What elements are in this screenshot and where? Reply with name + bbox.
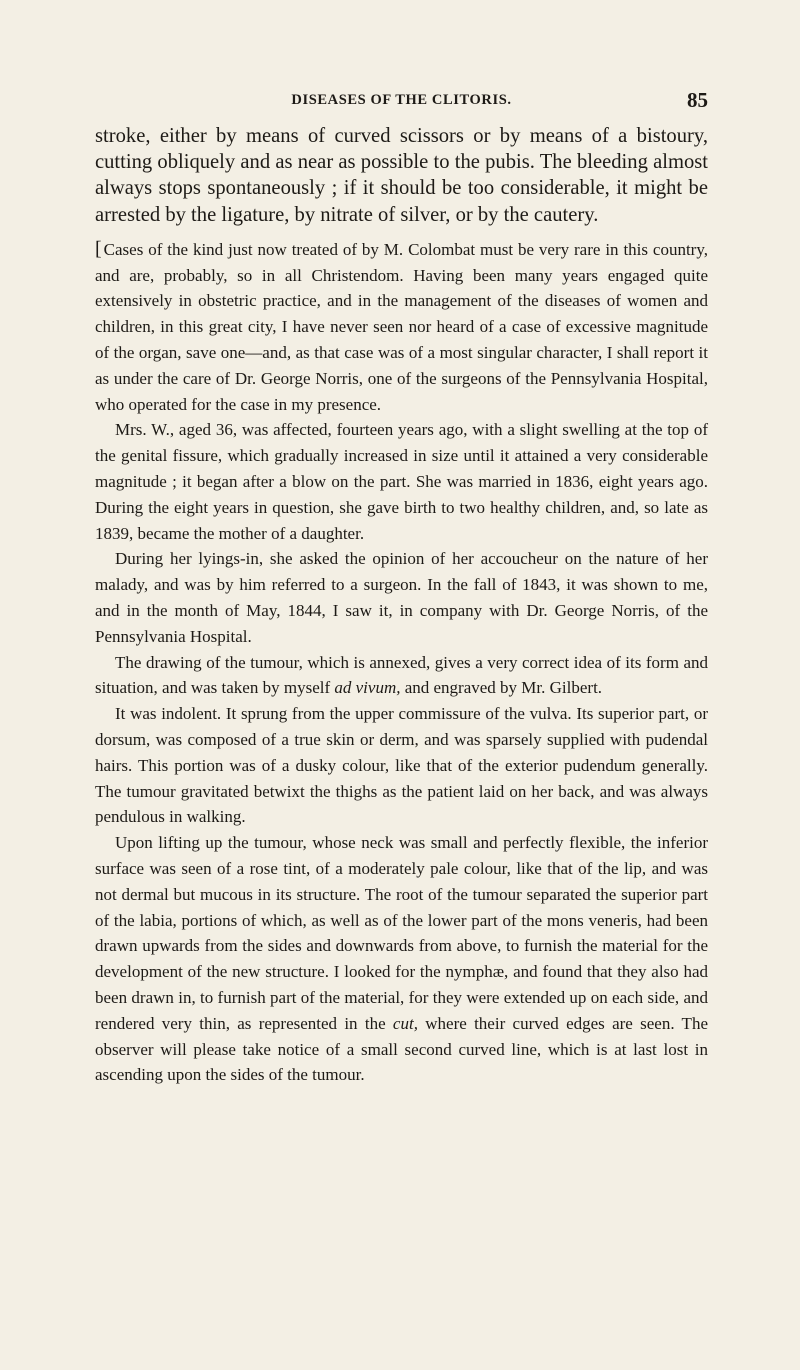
note-paragraph-text: Cases of the kind just now treated of by M. Colombat must be very rare in this country, and are, probably, so in all Christendom. Having been many years engaged quite extensively in obstetric practice, and in the management of the diseases of women and children, in this great city, I have never seen nor heard of a case of excessive magnitude of the organ, save one—and, as that case was of a most singular character, I shall report it as under the care of Dr. George Norris, one of the surgeons of the Pennsylvania Hospital, who operated for the case in my presence. xyxy=(95,239,708,414)
note-paragraph-text: where their curved edges are seen. The observer will please take notice of a small second curved line, which is at last lost in ascending upon the sides of the tumour. xyxy=(95,1013,708,1085)
note-paragraph-indolent: It was indolent. It sprung from the upper commissure of the vulva. Its superior part, or dorsum, was composed of a true skin or derm, and was sparsely supplied with pudendal hairs. This portion was of a dusky colour, like that of the exterior pudendum generally. The tumour gravitated betwixt the thighs as the patient laid on her back, and was always pendulous in walking. xyxy=(95,704,708,827)
italic-phrase-ad-vivum: ad vivum, xyxy=(334,678,401,698)
note-paragraph-text: and engraved by Mr. Gilbert. xyxy=(400,678,603,698)
note-paragraph-cases xyxy=(95,237,708,418)
note-paragraph-mrs-w: Mrs. W., aged 36, was affected, fourteen years ago, with a slight swelling at the top of the genital fissure, which gradually increased in size until it attained a very considerable magnitude ; it began after a blow on the part. She was married in 1836, eight years ago. During the eight years in question, she gave birth to two healthy children, and, so late as 1839, became the mother of a daughter. xyxy=(95,420,708,543)
note-paragraph-drawing xyxy=(95,650,708,702)
italic-word-cut: cut, xyxy=(392,1013,418,1033)
note-paragraph-text: Upon lifting up the tumour, whose neck was small and perfectly flexible, the inferior surface was seen of a rose tint, of a moderately pale colour, like that of the lip, and was not dermal but mucous in its structure. The root of the tumour separated the superior part of the labia, portions of which, as well as of the lower part of the mons veneris, had been drawn upwards from the sides and downwards from above, to furnish the material for the development of the new structure. I looked for the nymphæ, and found that they also had been drawn in, to furnish part of the material, for they were extended up on each side, and rendered very thin, as represented in the xyxy=(95,833,708,1033)
running-title: DISEASES OF THE CLITORIS. xyxy=(291,92,512,108)
note-paragraph-text: The drawing of the tumour, which is annexed, gives a very correct idea of its form and situation, and was taken by myself xyxy=(95,652,708,698)
page-body xyxy=(95,123,708,1088)
running-head xyxy=(95,88,708,112)
opening-paragraph: stroke, either by means of curved scissors or by means of a bistoury, cutting obliquely and as near as possible to the pubis. The bleeding almost always stops spontaneously ; if it should be too considerable, it might be arrested by the ligature, by nitrate of silver, or by the cautery. xyxy=(95,125,708,226)
note-paragraph-lyings-in: During her lyings-in, she asked the opinion of her accoucheur on the nature of her malady, and was by him referred to a surgeon. In the fall of 1843, it was shown to me, and in the month of May, 1844, I saw it, in company with Dr. George Norris, of the Pennsylvania Hospital. xyxy=(95,549,708,646)
page-number: 85 xyxy=(687,88,708,112)
note-paragraph-lifting xyxy=(95,830,708,1088)
editorial-bracket: [ xyxy=(95,237,102,260)
